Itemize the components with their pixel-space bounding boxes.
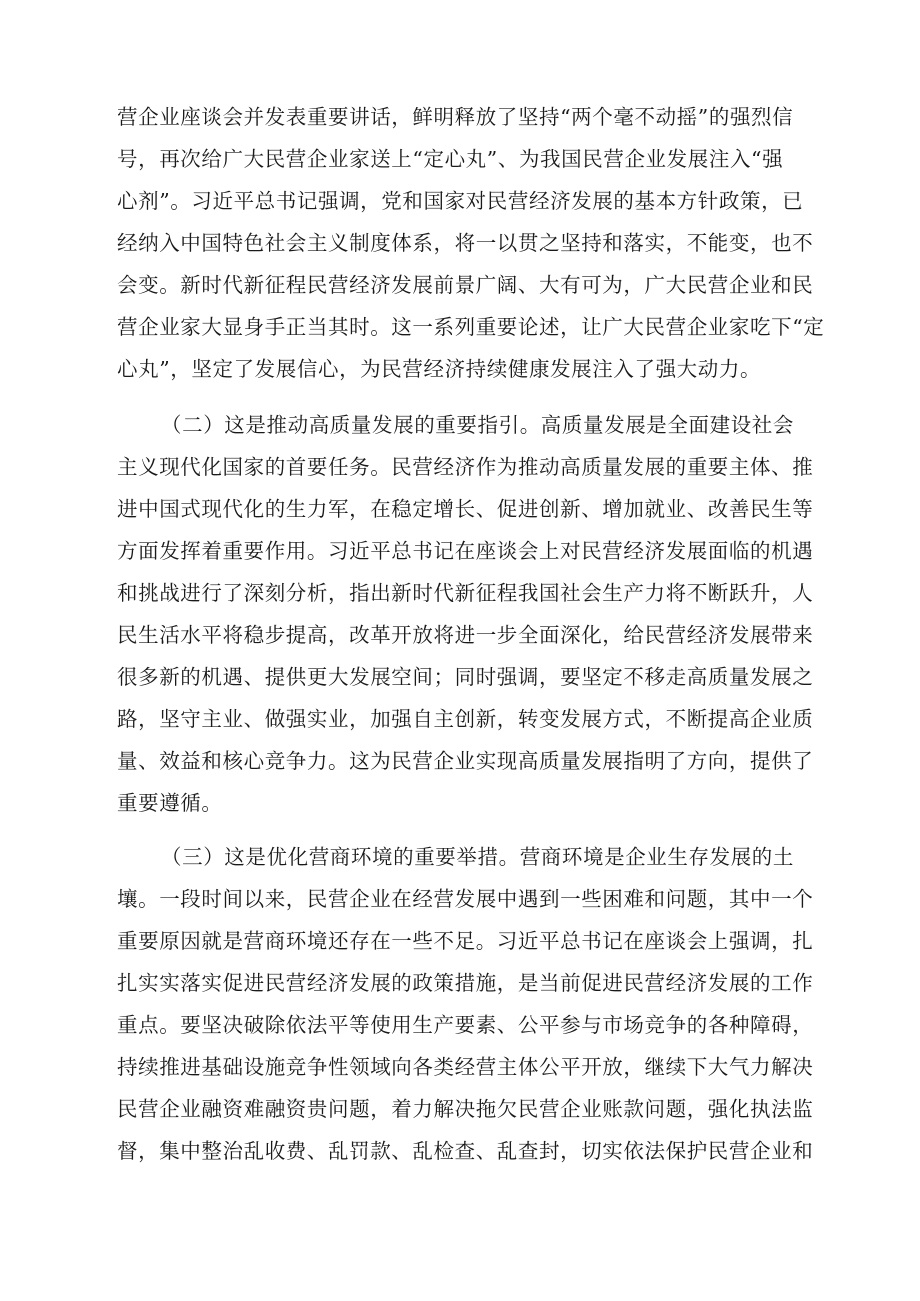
- text-line: 督，集中整治乱收费、乱罚款、乱检查、乱查封，切实依法保护民营企业和: [117, 1139, 814, 1163]
- text-line: 量、效益和核心竞争力。这为民营企业实现高质量发展指明了方向，提供了: [117, 749, 814, 773]
- text-line: 主义现代化国家的首要任务。民营经济作为推动高质量发展的重要主体、推: [117, 455, 814, 479]
- text-line: 营企业家大显身手正当其时。这一系列重要论述，让广大民营企业家吃下“定: [117, 315, 825, 339]
- text-line: 壤。一段时间以来，民营企业在经营发展中遇到一些困难和问题，其中一个: [117, 887, 814, 911]
- text-line: 民生活水平将稳步提高，改革开放将进一步全面深化，给民营经济发展带来: [117, 623, 814, 647]
- text-line: 持续推进基础设施竞争性领域向各类经营主体公平开放，继续下大气力解决: [117, 1055, 814, 1079]
- text-line: 会变。新时代新征程民营经济发展前景广阔、大有可为，广大民营企业和民: [117, 273, 814, 297]
- text-line: 心丸”，坚定了发展信心，为民营经济持续健康发展注入了强大动力。: [117, 357, 762, 381]
- paragraph-2: [117, 404, 814, 824]
- text-line: 经纳入中国特色社会主义制度体系，将一以贯之坚持和落实，不能变，也不: [117, 231, 814, 255]
- paragraph-1: [117, 96, 825, 390]
- text-line: 重点。要坚决破除依法平等使用生产要素、公平参与市场竞争的各种障碍，: [117, 1013, 814, 1037]
- text-line: 心剂”。习近平总书记强调，党和国家对民营经济发展的基本方针政策，已: [117, 189, 804, 213]
- text-line: 号，再次给广大民营企业家送上“定心丸”、为我国民营企业发展注入“强: [117, 147, 784, 171]
- text-line: （三）这是优化营商环境的重要举措。营商环境是企业生存发展的土: [161, 845, 794, 869]
- text-line: 民营企业融资难融资贵问题，着力解决拖欠民营企业账款问题，强化执法监: [117, 1097, 814, 1121]
- text-line: 和挑战进行了深刻分析，指出新时代新征程我国社会生产力将不断跃升，人: [117, 581, 814, 605]
- text-line: 很多新的机遇、提供更大发展空间；同时强调，要坚定不移走高质量发展之: [117, 665, 814, 689]
- text-line: 重要原因就是营商环境还存在一些不足。习近平总书记在座谈会上强调，扎: [117, 929, 814, 953]
- text-line: （二）这是推动高质量发展的重要指引。高质量发展是全面建设社会: [161, 413, 794, 437]
- text-line: 扎实实落实促进民营经济发展的政策措施，是当前促进民营经济发展的工作: [117, 971, 814, 995]
- text-line: 营企业座谈会并发表重要讲话，鲜明释放了坚持“两个毫不动摇”的强烈信: [117, 105, 794, 129]
- text-line: 方面发挥着重要作用。习近平总书记在座谈会上对民营经济发展面临的机遇: [117, 539, 814, 563]
- paragraph-3: [117, 836, 814, 1172]
- text-line: 重要遵循。: [117, 791, 223, 815]
- text-line: 路，坚守主业、做强实业，加强自主创新，转变发展方式，不断提高企业质: [117, 707, 814, 731]
- text-line: 进中国式现代化的生力军，在稳定增长、促进创新、增加就业、改善民生等: [117, 497, 814, 521]
